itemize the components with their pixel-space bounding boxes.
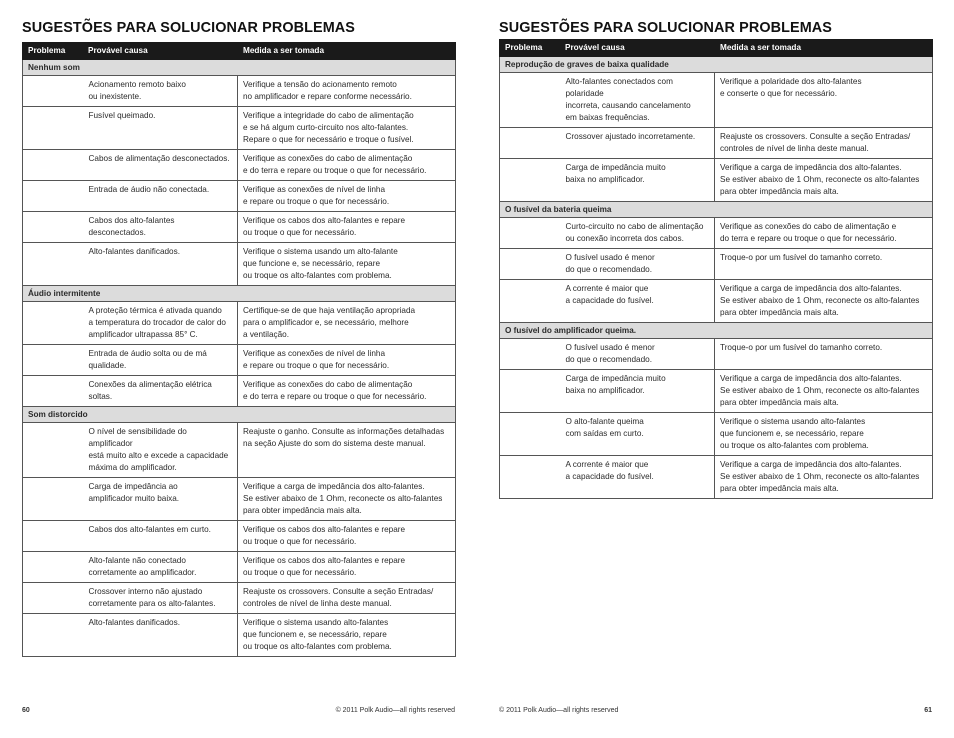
table-row: [500, 413, 933, 456]
problem-cell: [23, 478, 83, 521]
cause-cell: Alto-falantes conectados com polaridade incorreta, causando cancelamento em baixas frequências.: [560, 73, 715, 128]
cause-cell: Alto-falantes danificados.: [83, 243, 238, 286]
problem-cell: [23, 150, 83, 181]
cause-cell: Carga de impedância muito baixa no amplificador.: [560, 370, 715, 413]
cause-cell: A corrente é maior que a capacidade do fusível.: [560, 456, 715, 499]
problem-cell: [500, 339, 560, 370]
right-page: [499, 0, 932, 738]
section-title: Som distorcido: [23, 407, 456, 423]
problem-cell: [500, 370, 560, 413]
table-row: [23, 181, 456, 212]
problem-cell: [23, 583, 83, 614]
table-row: [500, 249, 933, 280]
action-cell: Verifique as conexões de nível de linha e repare ou troque o que for necessário.: [238, 345, 456, 376]
action-cell: Verifique as conexões do cabo de alimentação e do terra e repare ou troque o que for necessário.: [715, 218, 933, 249]
column-header-problem: Problema: [500, 40, 560, 57]
problem-cell: [500, 218, 560, 249]
action-cell: Verifique o sistema usando um alto-falante que funcione e, se necessário, repare ou troque os alto-falantes com problema.: [238, 243, 456, 286]
table-row: [500, 128, 933, 159]
cause-cell: Cabos dos alto-falantes desconectados.: [83, 212, 238, 243]
action-cell: Reajuste os crossovers. Consulte a seção Entradas/ controles de nível de linha deste manual.: [238, 583, 456, 614]
table-row: [500, 159, 933, 202]
action-cell: Verifique a polaridade dos alto-falantes e conserte o que for necessário.: [715, 73, 933, 128]
action-cell: Verifique a carga de impedância dos alto-falantes. Se estiver abaixo de 1 Ohm, reconecte os alto-falantes para obter impedância mais alta.: [715, 159, 933, 202]
table-row: [23, 521, 456, 552]
table-row: [500, 339, 933, 370]
page-title: SUGESTÕES PARA SOLUCIONAR PROBLEMAS: [499, 19, 832, 36]
problem-cell: [23, 423, 83, 478]
left-page: [22, 0, 455, 738]
action-cell: Verifique a carga de impedância dos alto-falantes. Se estiver abaixo de 1 Ohm, reconecte os alto-falantes para obter impedância mais alta.: [238, 478, 456, 521]
action-cell: Verifique os cabos dos alto-falantes e repare ou troque o que for necessário.: [238, 212, 456, 243]
action-cell: Reajuste os crossovers. Consulte a seção Entradas/ controles de nível de linha deste manual.: [715, 128, 933, 159]
page-number: 60: [22, 707, 30, 714]
cause-cell: Carga de impedância muito baixa no amplificador.: [560, 159, 715, 202]
cause-cell: A corrente é maior que a capacidade do fusível.: [560, 280, 715, 323]
copyright-text: © 2011 Polk Audio—all rights reserved: [499, 707, 619, 714]
table-header-row: [500, 40, 933, 57]
problem-cell: [23, 107, 83, 150]
action-cell: Verifique as conexões de nível de linha e repare ou troque o que for necessário.: [238, 181, 456, 212]
section-row: [23, 407, 456, 423]
troubleshooting-table: [22, 42, 456, 657]
column-header-problem: Problema: [23, 43, 83, 60]
action-cell: Verifique os cabos dos alto-falantes e repare ou troque o que for necessário.: [238, 552, 456, 583]
action-cell: Reajuste o ganho. Consulte as informações detalhadas na seção Ajuste do som do sistema deste manual.: [238, 423, 456, 478]
action-cell: Verifique o sistema usando alto-falantes que funcionem e, se necessário, repare ou troque os alto-falantes com problema.: [715, 413, 933, 456]
problem-cell: [23, 212, 83, 243]
cause-cell: Curto-circuito no cabo de alimentação ou conexão incorreta dos cabos.: [560, 218, 715, 249]
cause-cell: O alto-falante queima com saídas em curto.: [560, 413, 715, 456]
section-row: [500, 323, 933, 339]
problem-cell: [23, 302, 83, 345]
table-header-row: [23, 43, 456, 60]
action-cell: Verifique a carga de impedância dos alto-falantes. Se estiver abaixo de 1 Ohm, reconecte os alto-falantes para obter impedância mais alta.: [715, 280, 933, 323]
problem-cell: [23, 243, 83, 286]
action-cell: Verifique as conexões do cabo de alimentação e do terra e repare ou troque o que for necessário.: [238, 150, 456, 181]
table-row: [23, 345, 456, 376]
cause-cell: Conexões da alimentação elétrica soltas.: [83, 376, 238, 407]
table-row: [23, 243, 456, 286]
table-row: [500, 218, 933, 249]
table-row: [500, 370, 933, 413]
section-title: Áudio intermitente: [23, 286, 456, 302]
action-cell: Troque-o por um fusível do tamanho correto.: [715, 249, 933, 280]
section-row: [23, 60, 456, 76]
cause-cell: Carga de impedância ao amplificador muito baixa.: [83, 478, 238, 521]
action-cell: Verifique o sistema usando alto-falantes que funcionem e, se necessário, repare ou troque os alto-falantes com problema.: [238, 614, 456, 657]
section-title: Nenhum som: [23, 60, 456, 76]
table-row: [23, 150, 456, 181]
action-cell: Verifique a tensão do acionamento remoto no amplificador e repare conforme necessário.: [238, 76, 456, 107]
page-number: 61: [924, 707, 932, 714]
action-cell: Verifique a integridade do cabo de alimentação e se há algum curto-circuito nos alto-falantes. Repare o que for necessário e troque o fusível.: [238, 107, 456, 150]
troubleshooting-table: [499, 39, 933, 499]
cause-cell: Crossover ajustado incorretamente.: [560, 128, 715, 159]
cause-cell: Entrada de áudio solta ou de má qualidade.: [83, 345, 238, 376]
problem-cell: [23, 181, 83, 212]
section-row: [500, 57, 933, 73]
table-row: [23, 552, 456, 583]
action-cell: Troque-o por um fusível do tamanho correto.: [715, 339, 933, 370]
table-row: [23, 583, 456, 614]
section-title: Reprodução de graves de baixa qualidade: [500, 57, 933, 73]
cause-cell: Cabos dos alto-falantes em curto.: [83, 521, 238, 552]
column-header-action: Medida a ser tomada: [238, 43, 456, 60]
table-row: [23, 212, 456, 243]
problem-cell: [23, 521, 83, 552]
action-cell: Verifique as conexões do cabo de alimentação e do terra e repare ou troque o que for necessário.: [238, 376, 456, 407]
cause-cell: O nível de sensibilidade do amplificador está muito alto e excede a capacidade máxima do amplificador.: [83, 423, 238, 478]
column-header-cause: Provável causa: [83, 43, 238, 60]
problem-cell: [23, 552, 83, 583]
problem-cell: [500, 159, 560, 202]
action-cell: Verifique os cabos dos alto-falantes e repare ou troque o que for necessário.: [238, 521, 456, 552]
action-cell: Verifique a carga de impedância dos alto-falantes. Se estiver abaixo de 1 Ohm, reconecte os alto-falantes para obter impedância mais alta.: [715, 456, 933, 499]
problem-cell: [500, 413, 560, 456]
table-row: [23, 107, 456, 150]
table-row: [500, 280, 933, 323]
table-row: [500, 73, 933, 128]
cause-cell: Acionamento remoto baixo ou inexistente.: [83, 76, 238, 107]
cause-cell: Crossover interno não ajustado corretamente para os alto-falantes.: [83, 583, 238, 614]
table-row: [23, 478, 456, 521]
section-title: O fusível do amplificador queima.: [500, 323, 933, 339]
table-row: [23, 302, 456, 345]
table-row: [23, 614, 456, 657]
problem-cell: [500, 249, 560, 280]
cause-cell: Entrada de áudio não conectada.: [83, 181, 238, 212]
table-row: [23, 76, 456, 107]
problem-cell: [500, 128, 560, 159]
action-cell: Verifique a carga de impedância dos alto-falantes. Se estiver abaixo de 1 Ohm, reconecte os alto-falantes para obter impedância mais alta.: [715, 370, 933, 413]
section-title: O fusível da bateria queima: [500, 202, 933, 218]
cause-cell: O fusível usado é menor do que o recomendado.: [560, 249, 715, 280]
problem-cell: [23, 76, 83, 107]
action-cell: Certifique-se de que haja ventilação apropriada para o amplificador e, se necessário, melhore a ventilação.: [238, 302, 456, 345]
column-header-cause: Provável causa: [560, 40, 715, 57]
cause-cell: O fusível usado é menor do que o recomendado.: [560, 339, 715, 370]
cause-cell: A proteção térmica é ativada quando a temperatura do trocador de calor do amplificador ultrapassa 85° C.: [83, 302, 238, 345]
problem-cell: [23, 376, 83, 407]
cause-cell: Alto-falantes danificados.: [83, 614, 238, 657]
problem-cell: [23, 614, 83, 657]
column-header-action: Medida a ser tomada: [715, 40, 933, 57]
section-row: [500, 202, 933, 218]
cause-cell: Cabos de alimentação desconectados.: [83, 150, 238, 181]
section-row: [23, 286, 456, 302]
cause-cell: Fusível queimado.: [83, 107, 238, 150]
table-row: [500, 456, 933, 499]
table-row: [23, 423, 456, 478]
page-title: SUGESTÕES PARA SOLUCIONAR PROBLEMAS: [22, 19, 355, 36]
cause-cell: Alto-falante não conectado corretamente ao amplificador.: [83, 552, 238, 583]
problem-cell: [500, 280, 560, 323]
problem-cell: [23, 345, 83, 376]
table-row: [23, 376, 456, 407]
problem-cell: [500, 456, 560, 499]
problem-cell: [500, 73, 560, 128]
copyright-text: © 2011 Polk Audio—all rights reserved: [335, 707, 455, 714]
